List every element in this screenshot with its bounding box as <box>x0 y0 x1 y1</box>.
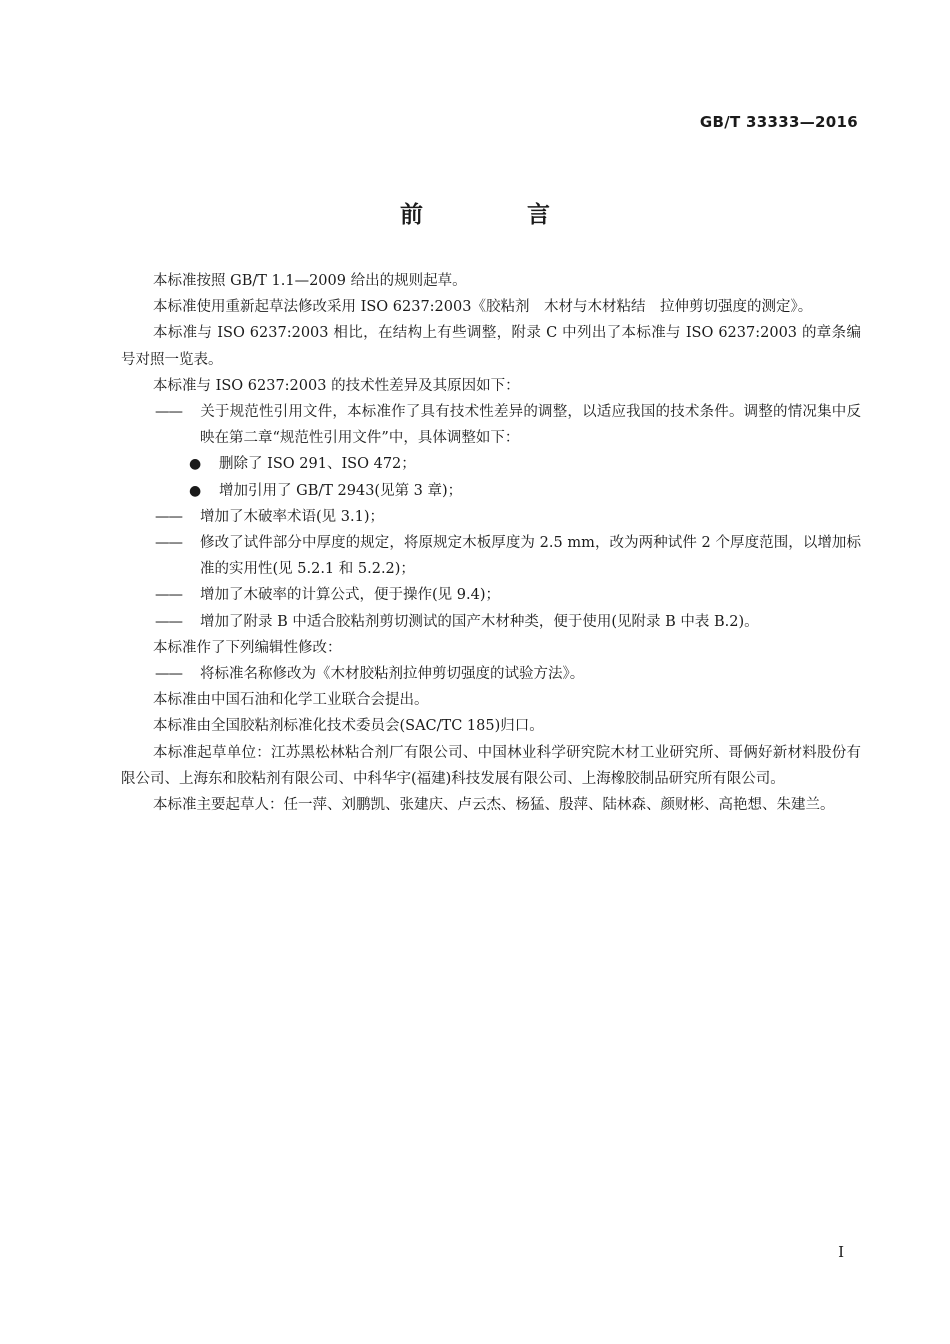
paragraph-editorial-changes: 本标准作了下列编辑性修改： <box>153 639 342 656</box>
bullet-item <box>189 478 861 504</box>
dash-marker: —— <box>155 613 182 630</box>
list-item <box>155 582 861 608</box>
bullet-icon: ● <box>189 456 202 473</box>
bullet-item-text: 删除了 ISO 291、ISO 472； <box>219 456 416 473</box>
list-item-text: 增加了附录 B 中适合胶粘剂剪切测试的国产木材种类，便于使用(见附录 B 中表 B.2)。 <box>200 613 759 630</box>
list-item <box>155 399 861 451</box>
paragraph-tech-differences: 本标准与 ISO 6237:2003 的技术性差异及其原因如下： <box>153 377 520 394</box>
paragraph-drafters: 本标准主要起草人：任一萍、刘鹏凯、张建庆、卢云杰、杨猛、殷萍、陆林森、颜财彬、高艳想、朱建兰。 <box>153 797 835 814</box>
list-item-text: 修改了试件部分中厚度的规定，将原规定木板厚度为 2.5 mm，改为两种试件 2 个厚度范围，以增加标准的实用性(见 5.2.1 和 5.2.2)； <box>200 535 861 578</box>
page-title: 前 言 <box>399 202 598 228</box>
list-item-text: 增加了木破率的计算公式，便于操作(见 9.4)； <box>200 587 500 604</box>
paragraph-adoption: 本标准使用重新起草法修改采用 ISO 6237:2003《胶粘剂 木材与木材粘结 拉伸剪切强度的测定》。 <box>153 299 813 316</box>
list-item-text: 关于规范性引用文件，本标准作了具有技术性差异的调整，以适应我国的技术条件。调整的情况集中反映在第二章“规范性引用文件”中，具体调整如下： <box>200 404 861 447</box>
paragraph-drafting-rules: 本标准按照 GB/T 1.1—2009 给出的规则起草。 <box>153 273 467 289</box>
standard-number: GB/T 33333—2016 <box>699 113 858 131</box>
dash-marker: —— <box>155 404 182 421</box>
bullet-item-text: 增加引用了 GB/T 2943(见第 3 章)； <box>219 482 463 499</box>
list-item <box>155 530 861 582</box>
list-item-text: 将标准名称修改为《木材胶粘剂拉伸剪切强度的试验方法》。 <box>200 666 585 683</box>
list-item <box>155 661 861 687</box>
dash-marker: —— <box>155 535 182 552</box>
dash-marker: —— <box>155 666 182 683</box>
list-item-text: 增加了木破率术语(见 3.1)； <box>200 508 384 525</box>
list-item <box>155 609 861 635</box>
list-item <box>155 504 861 530</box>
paragraph-structure: 本标准与 ISO 6237:2003 相比，在结构上有些调整，附录 C 中列出了本标准与 ISO 6237:2003 的章条编号对照一览表。 <box>121 325 861 368</box>
bullet-item <box>189 451 861 477</box>
page-number: I <box>838 1243 844 1261</box>
paragraph-technical-committee: 本标准由全国胶粘剂标准化技术委员会(SAC/TC 185)归口。 <box>153 718 544 735</box>
paragraph-proposed-by: 本标准由中国石油和化学工业联合会提出。 <box>153 692 429 709</box>
foreword-body <box>121 268 861 818</box>
bullet-icon: ● <box>189 482 202 499</box>
dash-marker: —— <box>155 508 182 525</box>
paragraph-drafting-units: 本标准起草单位：江苏黑松林粘合剂厂有限公司、中国林业科学研究院木材工业研究所、哥俩好新材料股份有限公司、上海东和胶粘剂有限公司、中科华宇(福建)科技发展有限公司、上海橡胶制品研究所有限公司。 <box>121 744 861 787</box>
dash-marker: —— <box>155 587 182 604</box>
